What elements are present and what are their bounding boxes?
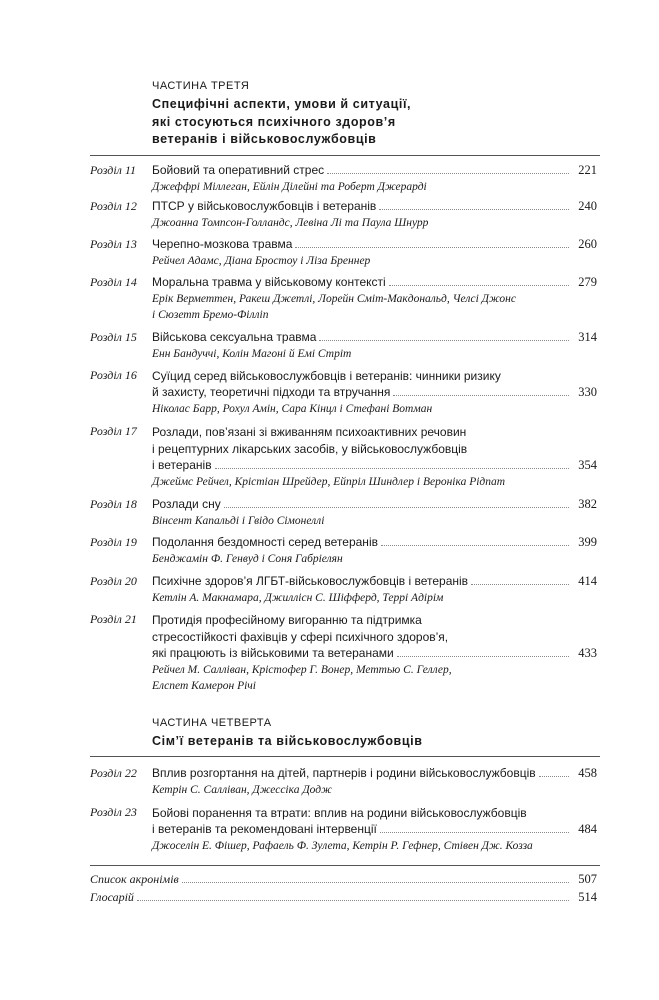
chapter-title: стресостійкості фахівців у сфері психічного здоров’я, — [152, 630, 451, 644]
chapter-title: й захисту, теоретичні підходи та втручання — [152, 384, 393, 401]
chapter-title: Бойовий та оперативний стрес — [152, 162, 327, 179]
page-number: 314 — [578, 330, 597, 344]
part-4-label: ЧАСТИНА ЧЕТВЕРТА — [152, 717, 272, 729]
chapter-authors: Ніколас Барр, Рохул Амін, Сара Кінцл і Стефані Вотман — [152, 403, 433, 415]
chapter-authors: Енн Бандуччі, Колін Магоні й Емі Стріт — [152, 348, 352, 360]
part-3-title-line: які стосуються психічного здоров’я — [152, 114, 396, 129]
chapter-label: Розділ 13 — [90, 237, 137, 251]
chapter-title: які працюють із військовими та ветеранами — [152, 645, 397, 662]
chapter-label: Розділ 11 — [90, 163, 137, 177]
page-number: 330 — [578, 385, 597, 399]
part-3-label: ЧАСТИНА ТРЕТЯ — [152, 80, 250, 92]
page-number: 507 — [578, 872, 597, 886]
chapter-authors: Кетрін С. Салліван, Джессіка Додж — [152, 784, 332, 796]
part-4-heading — [152, 716, 572, 751]
chapter-label: Розділ 15 — [90, 330, 137, 344]
backmatter-item-glossary — [90, 889, 597, 907]
part-4-divider — [90, 756, 600, 757]
page-number: 433 — [578, 646, 597, 660]
backmatter-list — [90, 871, 597, 907]
chapter-authors: Рейчел Адамс, Діана Бростоу і Ліза Бреннер — [152, 255, 371, 267]
page-number: 354 — [578, 458, 597, 472]
chapter-label: Розділ 20 — [90, 574, 137, 588]
chapter-title: Розлади, пов’язані зі вживанням психоактивних речовин — [152, 425, 469, 439]
chapter-title: Розлади сну — [152, 496, 224, 513]
chapter-authors: Джеффрі Міллеган, Ейлін Ділейні та Роберт Джерарді — [152, 181, 427, 193]
part-3-title — [152, 96, 572, 149]
chapter-title: Бойові поранення та втрати: вплив на родини військовослужбовців — [152, 806, 530, 820]
chapter-label: Розділ 17 — [90, 424, 137, 438]
page-number: 414 — [578, 574, 597, 588]
chapter-title: Суїцид серед військовослужбовців і ветеранів: чинники ризику — [152, 369, 504, 383]
chapter-title: Психічне здоров’я ЛГБТ-військовослужбовців і ветеранів — [152, 573, 471, 590]
chapter-label: Розділ 12 — [90, 199, 137, 213]
part-4-title — [152, 733, 572, 751]
chapter-title: Військова сексуальна травма — [152, 329, 319, 346]
chapter-authors: Джоселін Е. Фішер, Рафаель Ф. Зулета, Кетрін Р. Гефнер, Стівен Дж. Козза — [152, 840, 533, 852]
part-3-title-line: ветеранів і військовослужбовців — [152, 132, 377, 146]
chapter-label: Розділ 18 — [90, 497, 137, 511]
page-number: 221 — [578, 163, 597, 177]
chapter-title: Вплив розгортання на дітей, партнерів і родини військовослужбовців — [152, 765, 539, 782]
chapter-label: Розділ 23 — [90, 805, 137, 819]
backmatter-label: Список акронімів — [90, 872, 179, 886]
chapter-authors: Ерік Верметтен, Ракеш Джетлі, Лорейн Сміт-Макдональд, Челсі Джонс — [152, 293, 516, 305]
chapter-authors: Рейчел М. Салліван, Крістофер Г. Вонер, Меттью С. Геллер, — [152, 664, 452, 676]
chapter-label: Розділ 19 — [90, 535, 137, 549]
chapter-authors: і Сюзетт Бремо-Філліп — [152, 309, 269, 321]
part-3-divider — [90, 155, 600, 156]
chapter-authors: Вінсент Капальді і Гвідо Сімонеллі — [152, 515, 325, 527]
page-number: 382 — [578, 497, 597, 511]
page-number: 240 — [578, 199, 597, 213]
chapter-authors: Джеймс Рейчел, Крістіан Шрейдер, Ейпріл Шиндлер і Вероніка Рідпат — [152, 476, 506, 488]
page-number: 484 — [578, 822, 597, 836]
part-3-title-line: Специфічні аспекти, умови й ситуації, — [152, 97, 412, 111]
backmatter-divider — [90, 865, 600, 866]
page-number: 399 — [578, 535, 597, 549]
backmatter-item-acronyms — [90, 871, 597, 889]
chapter-label: Розділ 22 — [90, 766, 137, 780]
page-number: 514 — [578, 890, 597, 904]
page-number: 260 — [578, 237, 597, 251]
chapter-title: Моральна травма у військовому контексті — [152, 274, 389, 291]
chapter-title: і рецептурних лікарських засобів, у військовослужбовців — [152, 442, 470, 456]
page-number: 458 — [578, 766, 597, 780]
chapter-label: Розділ 16 — [90, 368, 137, 382]
chapter-title: ПТСР у військовослужбовців і ветеранів — [152, 198, 379, 215]
chapter-authors: Елспет Камерон Річі — [152, 680, 256, 692]
part-4-title-line: Сім’ї ветеранів та військовослужбовців — [152, 734, 423, 748]
chapter-title: Черепно-мозкова травма — [152, 236, 295, 253]
part-3-heading — [152, 79, 572, 149]
page-number: 279 — [578, 275, 597, 289]
chapter-label: Розділ 21 — [90, 612, 137, 626]
chapter-title: і ветеранів — [152, 457, 215, 474]
backmatter-label: Глосарій — [90, 890, 134, 904]
chapter-title: і ветеранів та рекомендовані інтервенції — [152, 821, 380, 838]
chapter-authors: Бенджамін Ф. Генвуд і Соня Габріелян — [152, 553, 343, 565]
chapter-title: Протидія професійному вигоранню та підтримка — [152, 613, 425, 627]
chapter-label: Розділ 14 — [90, 275, 137, 289]
chapter-title: Подолання бездомності серед ветеранів — [152, 534, 381, 551]
chapter-authors: Кетлін А. Макнамара, Джиллісн С. Шіфферд, Террі Адірім — [152, 592, 444, 604]
chapter-authors: Джоанна Томпсон-Голландс, Левіна Лі та Паула Шнурр — [152, 217, 429, 229]
